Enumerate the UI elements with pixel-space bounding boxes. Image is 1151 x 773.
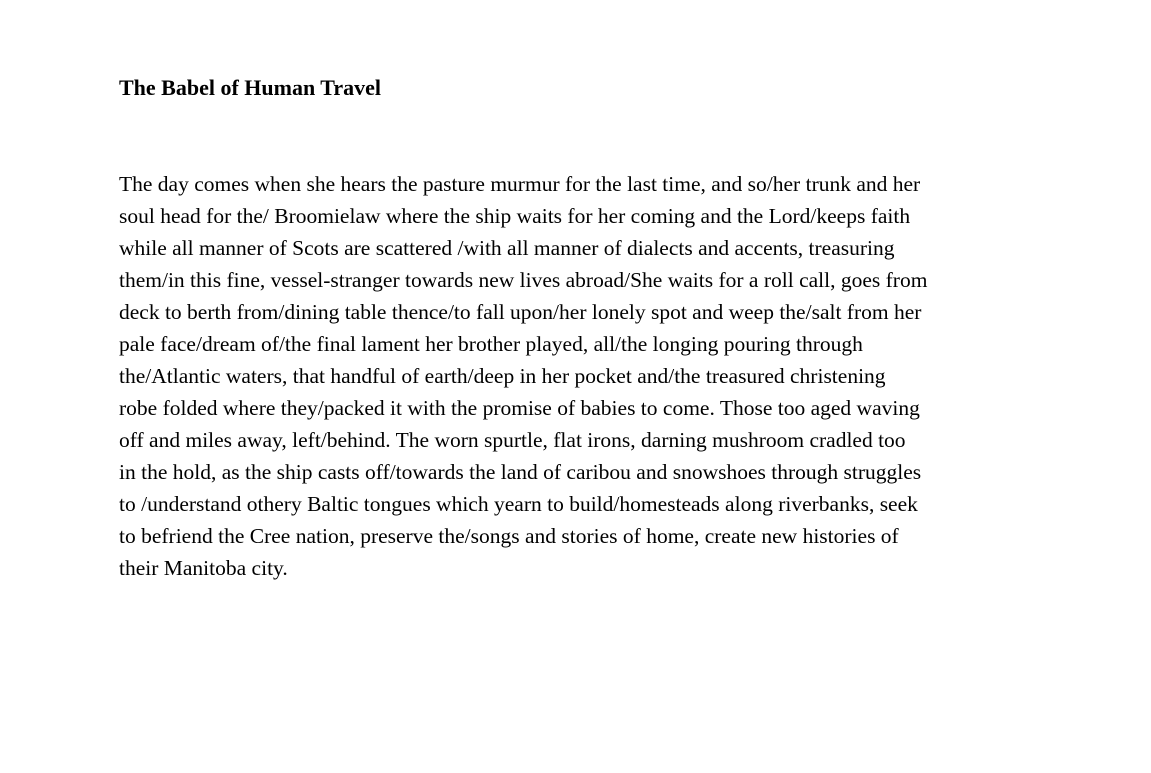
text-line: their Manitoba city. <box>119 556 288 580</box>
text-line: while all manner of Scots are scattered /with all manner of dialects and accents, treasuring <box>119 236 895 260</box>
document-title: The Babel of Human Travel <box>119 75 381 100</box>
text-line: The day comes when she hears the pasture murmur for the last time, and so/her trunk and her <box>119 172 921 196</box>
text-line: off and miles away, left/behind. The worn spurtle, flat irons, darning mushroom cradled too <box>119 428 906 452</box>
document-page <box>119 72 1039 580</box>
text-line: in the hold, as the ship casts off/towards the land of caribou and snowshoes through struggles <box>119 460 922 484</box>
text-line: them/in this fine, vessel-stranger towards new lives abroad/She waits for a roll call, goes from <box>119 268 928 292</box>
text-line: deck to berth from/dining table thence/to fall upon/her lonely spot and weep the/salt from her <box>119 300 922 324</box>
text-line: the/Atlantic waters, that handful of earth/deep in her pocket and/the treasured christening <box>119 364 886 388</box>
text-line: soul head for the/ Broomielaw where the ship waits for her coming and the Lord/keeps faith <box>119 204 911 228</box>
text-line: pale face/dream of/the final lament her brother played, all/the longing pouring through <box>119 332 863 356</box>
text-line: to befriend the Cree nation, preserve the/songs and stories of home, create new histories of <box>119 524 899 548</box>
text-line: to /understand othery Baltic tongues which yearn to build/homesteads along riverbanks, seek <box>119 492 918 516</box>
text-line: robe folded where they/packed it with the promise of babies to come. Those too aged waving <box>119 396 920 420</box>
poem-paragraph <box>119 168 1039 584</box>
